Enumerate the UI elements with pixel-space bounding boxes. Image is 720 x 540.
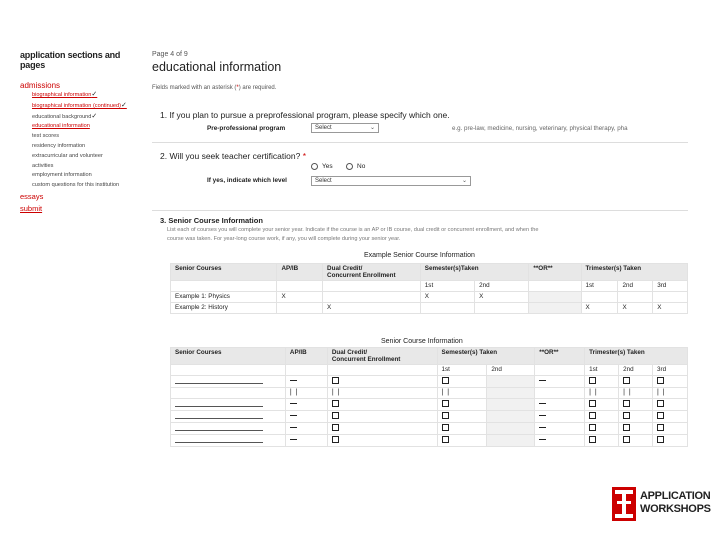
sub-semester-2: 2nd: [475, 281, 529, 292]
table-row: [171, 303, 688, 314]
table-cell-t1[interactable]: [585, 411, 619, 423]
sidebar-item[interactable]: [20, 112, 145, 123]
sidebar-item[interactable]: [20, 162, 145, 172]
header-senior-courses: Senior Courses: [171, 348, 286, 365]
sidebar-item-label: employment information: [32, 172, 92, 179]
table-cell-dual[interactable]: [327, 411, 437, 423]
checkbox[interactable]: [332, 412, 339, 419]
table-cell-apib[interactable]: [285, 388, 327, 399]
sidebar-item-label: test scores: [32, 133, 60, 140]
table-cell-t2[interactable]: [619, 435, 653, 447]
sub-trimester-3: 3rd: [653, 281, 688, 292]
sub-empty: [529, 281, 581, 292]
or-gap-cell: [487, 435, 535, 447]
checkbox-partial-icon[interactable]: [539, 403, 546, 404]
table-cell-dual: X: [323, 303, 421, 314]
checkbox-partial-icon[interactable]: | |: [331, 389, 341, 396]
checkbox-partial-icon[interactable]: | |: [441, 389, 451, 396]
course-name-input[interactable]: [175, 436, 263, 443]
table-cell-t3[interactable]: [652, 399, 687, 411]
sidebar-item-label: educational background: [32, 113, 92, 120]
checkbox-partial-icon[interactable]: | |: [623, 389, 632, 396]
required-star: *: [302, 151, 306, 161]
sub-semester-1: 1st: [437, 365, 487, 376]
checkbox[interactable]: [657, 377, 664, 384]
table-row: [171, 399, 688, 411]
question-3: 3. Senior Course Information: [160, 216, 263, 225]
sub-trimester-2: 2nd: [619, 365, 653, 376]
divider: [152, 142, 688, 143]
checkbox[interactable]: [589, 377, 596, 384]
table-cell-t2[interactable]: [619, 423, 653, 435]
header-or: **OR**: [529, 264, 581, 281]
sidebar-item-label: activities: [32, 162, 54, 169]
sidebar-section-essays[interactable]: essays: [20, 191, 44, 201]
table-cell-course: Example 2: History: [171, 303, 277, 314]
table-cell-t1[interactable]: [585, 435, 619, 447]
table-cell-s2[interactable]: [535, 435, 585, 447]
checkbox[interactable]: [623, 412, 630, 419]
table-cell-dual[interactable]: [327, 376, 437, 388]
table-cell-t1[interactable]: [585, 423, 619, 435]
checkbox[interactable]: [657, 412, 664, 419]
sub-empty: [277, 281, 323, 292]
sub-empty: [327, 365, 437, 376]
table-cell-or: [529, 292, 581, 303]
checkbox[interactable]: [623, 424, 630, 431]
table-cell-t2[interactable]: [619, 411, 653, 423]
header-dual-credit-line-1: Dual Credit/: [331, 349, 368, 356]
table-cell-dual[interactable]: [327, 423, 437, 435]
sub-semester-2: 2nd: [487, 365, 535, 376]
table-cell-apib: [277, 303, 323, 314]
table-cell-apib: X: [277, 292, 323, 303]
example-course-table: [170, 263, 688, 314]
sub-empty: [171, 281, 277, 292]
sidebar-section-submit[interactable]: submit: [20, 203, 43, 213]
header-semester: Semester(s)Taken: [420, 264, 529, 281]
divider: [152, 210, 688, 211]
checkbox[interactable]: [332, 400, 339, 407]
table-cell-s1[interactable]: [437, 388, 487, 399]
checkbox[interactable]: [623, 400, 630, 407]
table-cell-course: Example 1: Physics: [171, 292, 277, 303]
table-cell-t3[interactable]: [652, 423, 687, 435]
checkbox-partial-icon[interactable]: [290, 427, 297, 428]
table-cell-t1[interactable]: [585, 376, 619, 388]
header-dual-credit-line-1: Dual Credit/: [327, 265, 363, 272]
table-cell-s2[interactable]: [535, 411, 585, 423]
checkbox[interactable]: [332, 436, 339, 443]
radio-no-label: No: [357, 163, 366, 171]
preprofessional-label: Pre-professional program: [207, 125, 286, 132]
chevron-down-icon: ⌄: [369, 125, 375, 131]
table-row: [171, 435, 688, 447]
header-semester: Semester(s) Taken: [437, 348, 535, 365]
table-row: [171, 292, 688, 303]
course-name-input[interactable]: [175, 412, 263, 419]
sidebar-item[interactable]: [20, 152, 145, 162]
checkbox[interactable]: [589, 412, 596, 419]
check-icon: ✓: [91, 112, 98, 120]
or-gap-cell: [487, 388, 535, 399]
table-row: [171, 376, 688, 388]
logo-line-1: APPLICATION: [640, 490, 711, 502]
sidebar-item[interactable]: [20, 181, 145, 191]
checkbox[interactable]: [589, 400, 596, 407]
sub-empty: [171, 365, 286, 376]
chevron-down-icon: ⌄: [461, 178, 467, 184]
table-cell-dual: [323, 292, 421, 303]
teacher-cert-yes[interactable]: [311, 163, 333, 170]
table-cell-s1[interactable]: [437, 376, 487, 388]
sub-empty: [285, 365, 327, 376]
checkbox[interactable]: [442, 400, 449, 407]
required-note: [152, 85, 276, 91]
header-dual-credit: [327, 348, 437, 365]
table-cell-t2[interactable]: [619, 399, 653, 411]
course-entry-cell[interactable]: [171, 423, 286, 435]
table-cell-s1: [420, 303, 474, 314]
table-cell-s2[interactable]: [535, 388, 585, 399]
radio-icon: [311, 163, 318, 170]
table-cell-t3: [653, 292, 688, 303]
or-gap-cell: [487, 376, 535, 388]
checkbox-partial-icon[interactable]: [290, 380, 297, 381]
course-entry-cell[interactable]: [171, 411, 286, 423]
sub-semester-1: 1st: [420, 281, 474, 292]
sidebar-item-label: custom questions for this institution: [32, 182, 120, 189]
course-entry-cell[interactable]: [171, 376, 286, 388]
header-ap-ib: AP/IB: [277, 264, 323, 281]
checkbox-partial-icon[interactable]: | |: [289, 389, 299, 396]
page-title: educational information: [152, 60, 282, 74]
course-name-input[interactable]: [175, 377, 263, 384]
sidebar-item[interactable]: [20, 171, 145, 181]
table-cell-t3[interactable]: [652, 411, 687, 423]
radio-yes-label: Yes: [322, 163, 333, 171]
sidebar-section-admissions[interactable]: admissions: [20, 81, 61, 90]
table-cell-s1[interactable]: [437, 423, 487, 435]
table-cell-t1[interactable]: [585, 399, 619, 411]
preprofessional-select[interactable]: [311, 123, 379, 133]
course-entry-cell[interactable]: [171, 388, 286, 399]
table-cell-s1: X: [420, 292, 474, 303]
checkbox[interactable]: [657, 400, 664, 407]
sidebar-item[interactable]: [20, 122, 145, 132]
radio-icon: [346, 163, 353, 170]
question-2-text: 2. Will you seek teacher certification?: [160, 151, 301, 161]
sidebar-item[interactable]: [20, 101, 145, 112]
entry-course-table: [170, 347, 688, 447]
checkbox-partial-icon[interactable]: [539, 427, 546, 428]
checkbox[interactable]: [332, 424, 339, 431]
table-cell-t3[interactable]: [652, 435, 687, 447]
table-cell-s2[interactable]: [535, 376, 585, 388]
sidebar-items: [20, 90, 145, 191]
checkbox[interactable]: [442, 436, 449, 443]
table-cell-s1[interactable]: [437, 411, 487, 423]
logo-line-2: WORKSHOPS: [640, 503, 711, 515]
table-cell-t1: [581, 292, 618, 303]
course-entry-cell[interactable]: [171, 435, 286, 447]
table-cell-t1: X: [581, 303, 618, 314]
sidebar-item[interactable]: [20, 142, 145, 152]
table-cell-t3[interactable]: [652, 376, 687, 388]
course-name-input[interactable]: [175, 400, 263, 407]
table-row: [171, 423, 688, 435]
required-note-pre: Fields marked with an asterisk (: [152, 85, 237, 91]
sidebar-item-label: biographical information (continued): [32, 102, 121, 109]
table-cell-t3[interactable]: [652, 388, 687, 399]
sidebar-item-label: extracurricular and volunteer: [32, 152, 103, 159]
teacher-level-label: If yes, indicate which level: [207, 177, 287, 184]
table-cell-s2: [475, 303, 529, 314]
header-or: **OR**: [535, 348, 585, 365]
course-entry-cell[interactable]: [171, 399, 286, 411]
logo-text: [640, 490, 711, 516]
header-dual-credit-line-2: Concurrent Enrollment: [327, 272, 396, 279]
checkbox[interactable]: [442, 412, 449, 419]
table-cell-apib[interactable]: [285, 435, 327, 447]
checkbox-partial-icon[interactable]: [539, 439, 546, 440]
table-cell-or: [529, 303, 581, 314]
table-row: [171, 388, 688, 399]
checkbox[interactable]: [442, 424, 449, 431]
question-3-description-line-2: course was taken. For year-long course work, if any, you will complete during your senior year.: [167, 236, 401, 242]
table-cell-dual[interactable]: [327, 435, 437, 447]
table-cell-s2: X: [475, 292, 529, 303]
sub-trimester-1: 1st: [585, 365, 619, 376]
header-dual-credit-line-2: Concurrent Enrollment: [331, 356, 401, 363]
table-cell-t2: X: [618, 303, 653, 314]
sub-trimester-1: 1st: [581, 281, 618, 292]
checkbox-partial-icon[interactable]: | |: [589, 389, 598, 396]
required-star: *: [236, 85, 239, 91]
table-cell-t2[interactable]: [619, 376, 653, 388]
checkbox[interactable]: [332, 377, 339, 384]
preprofessional-hint: e.g. pre-law, medicine, nursing, veterinary, physical therapy, pha: [452, 125, 628, 132]
sidebar: [20, 50, 145, 213]
sidebar-item-label: biographical information: [32, 92, 92, 98]
header-trimester: Trimester(s) Taken: [581, 264, 687, 281]
table-cell-dual[interactable]: [327, 388, 437, 399]
sidebar-item[interactable]: [20, 90, 145, 101]
table-cell-s2[interactable]: [535, 423, 585, 435]
sidebar-item[interactable]: [20, 132, 145, 142]
checkbox-partial-icon[interactable]: [290, 403, 297, 404]
table-cell-s2[interactable]: [535, 399, 585, 411]
checkbox-partial-icon[interactable]: | |: [656, 389, 666, 396]
course-name-input[interactable]: [175, 424, 263, 431]
checkbox[interactable]: [589, 436, 596, 443]
checkbox-partial-icon[interactable]: [290, 415, 297, 416]
table-cell-dual[interactable]: [327, 399, 437, 411]
sidebar-item-label: educational information: [32, 123, 90, 130]
table-cell-s1[interactable]: [437, 435, 487, 447]
header-dual-credit: [323, 264, 421, 281]
checkbox[interactable]: [657, 436, 664, 443]
question-3-description: [167, 226, 702, 244]
required-note-post: ) are required.: [238, 85, 277, 91]
checkbox[interactable]: [623, 436, 630, 443]
checkbox-partial-icon[interactable]: [539, 415, 546, 416]
table-cell-t2[interactable]: [619, 388, 653, 399]
teacher-level-select[interactable]: [311, 176, 471, 186]
preprofessional-select-value: Select: [315, 125, 332, 131]
question-1: 1. If you plan to pursue a preprofessional program, please specify which one.: [160, 110, 450, 120]
checkbox[interactable]: [589, 424, 596, 431]
checkbox-partial-icon[interactable]: [539, 380, 546, 381]
sub-empty: [323, 281, 421, 292]
entry-table-title: Senior Course Information: [381, 338, 463, 345]
checkbox[interactable]: [442, 377, 449, 384]
checkbox[interactable]: [657, 424, 664, 431]
page-number: Page 4 of 9: [152, 51, 188, 58]
or-gap-cell: [487, 399, 535, 411]
table-cell-apib[interactable]: [285, 376, 327, 388]
teacher-level-select-value: Select: [315, 178, 332, 184]
sub-empty: [535, 365, 585, 376]
example-table-title: Example Senior Course Information: [364, 252, 475, 259]
table-cell-apib[interactable]: [285, 399, 327, 411]
header-senior-courses: Senior Courses: [171, 264, 277, 281]
checkbox-partial-icon[interactable]: [290, 439, 297, 440]
or-gap-cell: [487, 423, 535, 435]
table-row: [171, 411, 688, 423]
teacher-cert-no[interactable]: [346, 163, 365, 170]
or-gap-cell: [487, 411, 535, 423]
table-cell-t2: [618, 292, 653, 303]
header-trimester: Trimester(s) Taken: [585, 348, 688, 365]
check-icon: ✓: [91, 91, 98, 98]
table-cell-t3: X: [653, 303, 688, 314]
table-cell-apib[interactable]: [285, 423, 327, 435]
sidebar-heading: application sections and pages: [20, 50, 121, 70]
header-ap-ib: AP/IB: [285, 348, 327, 365]
question-2: [160, 151, 306, 161]
table-cell-s1[interactable]: [437, 399, 487, 411]
sub-trimester-3: 3rd: [652, 365, 687, 376]
sub-trimester-2: 2nd: [618, 281, 653, 292]
sidebar-item-label: residency information: [32, 142, 86, 149]
table-cell-apib[interactable]: [285, 411, 327, 423]
check-icon: ✓: [120, 101, 127, 109]
table-cell-t1[interactable]: [585, 388, 619, 399]
double-t-mark: [612, 487, 636, 521]
checkbox[interactable]: [623, 377, 630, 384]
question-3-description-line-1: List each of courses you will complete your senior year. Indicate if the course is an AP or IB course, dual credit or concurrent enrollment, and when the: [167, 227, 539, 233]
